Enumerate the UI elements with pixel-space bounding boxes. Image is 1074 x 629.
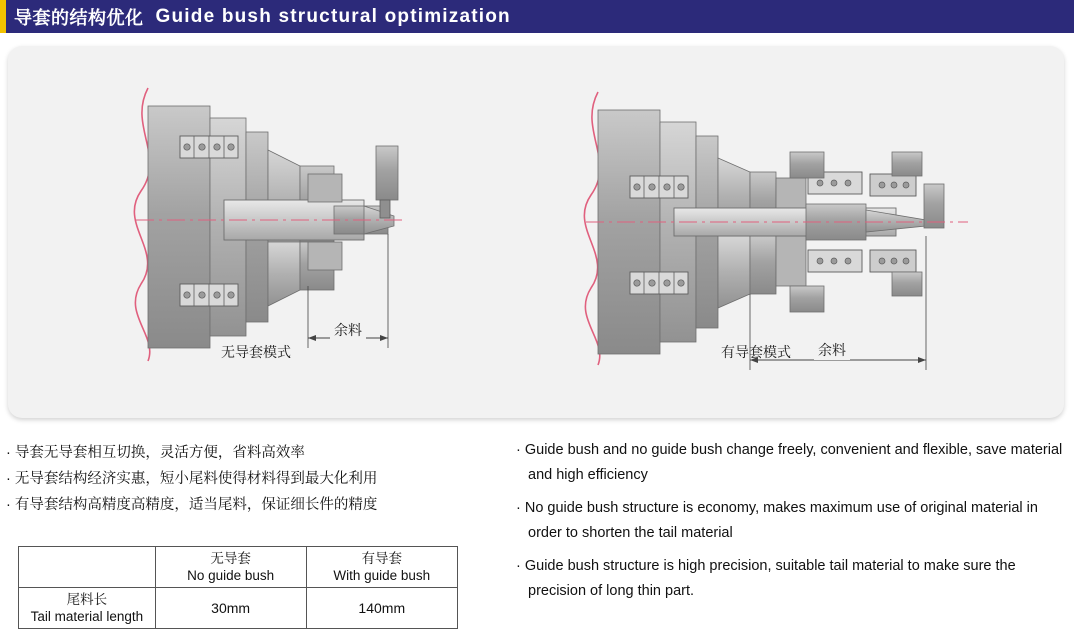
machine-diagram — [8, 46, 1064, 418]
bullet-en-3: · Guide bush structure is high precision, suitable tail material to make sure the precision of long thin part. — [516, 558, 1016, 599]
table-row — [19, 588, 458, 629]
table-header-no-guide-bush — [155, 547, 306, 588]
page-title-cn: 导套的结构优化 — [14, 7, 144, 28]
bullet-cn-2: · 无导套结构经济实惠，短小尾料使得材料得到最大化利用 — [6, 471, 378, 487]
bullet-list-en — [516, 438, 1072, 612]
table-corner-cell — [19, 547, 156, 588]
header-accent-bar — [0, 0, 6, 33]
table-header-with-guide-bush-cn: 有导套 — [361, 551, 403, 566]
bullet-cn-1: · 导套无导套相互切换，灵活方便，省料高效率 — [6, 445, 305, 461]
table-header-with-guide-bush-en: With guide bush — [333, 568, 431, 583]
table-header-row — [19, 547, 458, 588]
table-cell-no-guide-bush-value: 30mm — [155, 588, 306, 629]
right-dimension-label: 余料 — [814, 340, 850, 360]
right-figure-caption: 有导套模式 — [721, 344, 791, 360]
bullet-en-2: · No guide bush structure is economy, makes maximum use of original material in order to shorten the tail material — [516, 500, 1038, 541]
bullet-list-cn — [6, 440, 476, 518]
left-dimension-label: 余料 — [330, 320, 366, 340]
table-header-no-guide-bush-cn: 无导套 — [210, 551, 251, 566]
bullet-cn-3: · 有导套结构高精度高精度，适当尾料，保证细长件的精度 — [6, 497, 378, 513]
page-header — [0, 0, 1074, 33]
table-row-label — [19, 588, 156, 629]
table-cell-with-guide-bush-value: 140mm — [306, 588, 457, 629]
page-title-en: Guide bush structural optimization — [155, 5, 511, 27]
table-row-label-en: Tail material length — [30, 609, 144, 624]
bullet-en-1: · Guide bush and no guide bush change freely, convenient and flexible, save material and high efficiency — [516, 442, 1063, 483]
diagram-panel — [8, 46, 1064, 418]
table-header-no-guide-bush-en: No guide bush — [187, 568, 275, 583]
table-header-with-guide-bush — [306, 547, 457, 588]
left-figure-caption: 无导套模式 — [221, 344, 291, 360]
tail-material-table — [18, 546, 458, 629]
table-row-label-cn: 尾料长 — [66, 592, 108, 607]
figure-with-guide-bush — [584, 92, 968, 370]
